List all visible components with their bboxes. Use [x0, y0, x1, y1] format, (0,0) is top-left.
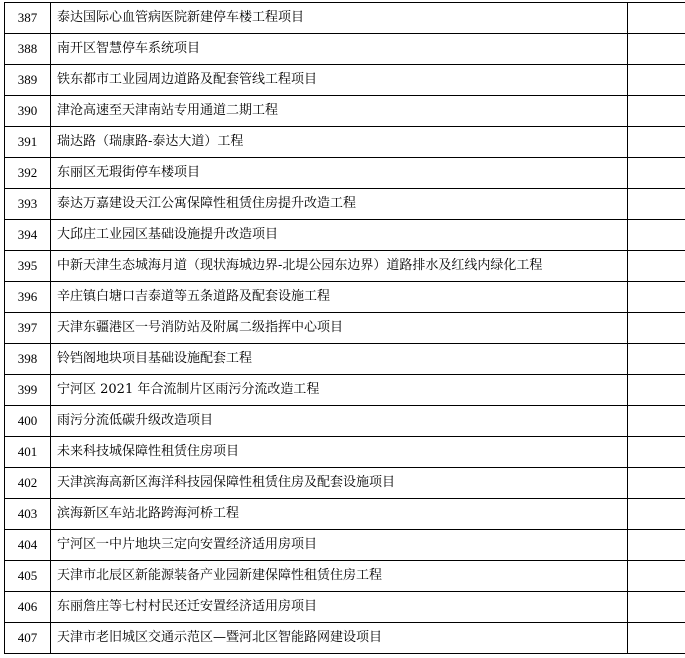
table-row	[5, 282, 685, 313]
project-table	[4, 2, 685, 654]
project-name: 宁河区 2021 年合流制片区雨污分流改造工程	[51, 375, 628, 406]
empty-cell	[628, 468, 685, 499]
project-name: 天津市北辰区新能源装备产业园新建保障性租赁住房工程	[51, 561, 628, 592]
row-number: 391	[5, 127, 51, 158]
empty-cell	[628, 220, 685, 251]
row-number: 392	[5, 158, 51, 189]
project-name: 铁东都市工业园周边道路及配套管线工程项目	[51, 65, 628, 96]
row-number: 401	[5, 437, 51, 468]
table-row	[5, 344, 685, 375]
table-row	[5, 530, 685, 561]
row-number: 406	[5, 592, 51, 623]
row-number: 388	[5, 34, 51, 65]
project-name: 泰达国际心血管病医院新建停车楼工程项目	[51, 3, 628, 34]
table-row	[5, 251, 685, 282]
empty-cell	[628, 375, 685, 406]
empty-cell	[628, 158, 685, 189]
empty-cell	[628, 592, 685, 623]
empty-cell	[628, 34, 685, 65]
project-name: 辛庄镇白塘口吉泰道等五条道路及配套设施工程	[51, 282, 628, 313]
row-number: 403	[5, 499, 51, 530]
empty-cell	[628, 499, 685, 530]
empty-cell	[628, 623, 685, 654]
project-name: 未来科技城保障性租赁住房项目	[51, 437, 628, 468]
row-number: 402	[5, 468, 51, 499]
table-row	[5, 220, 685, 251]
project-name: 大邱庄工业园区基础设施提升改造项目	[51, 220, 628, 251]
project-name: 东丽区无瑕街停车楼项目	[51, 158, 628, 189]
project-name: 东丽詹庄等七村村民还迁安置经济适用房项目	[51, 592, 628, 623]
row-number: 390	[5, 96, 51, 127]
project-name: 天津市老旧城区交通示范区—暨河北区智能路网建设项目	[51, 623, 628, 654]
empty-cell	[628, 530, 685, 561]
table-row	[5, 65, 685, 96]
table-row	[5, 406, 685, 437]
empty-cell	[628, 65, 685, 96]
row-number: 404	[5, 530, 51, 561]
row-number: 396	[5, 282, 51, 313]
table-row	[5, 468, 685, 499]
empty-cell	[628, 437, 685, 468]
project-name: 中新天津生态城海月道（现状海城边界-北堤公园东边界）道路排水及红线内绿化工程	[51, 251, 628, 282]
table-row	[5, 592, 685, 623]
project-name: 瑞达路（瑞康路-泰达大道）工程	[51, 127, 628, 158]
row-number: 389	[5, 65, 51, 96]
row-number: 397	[5, 313, 51, 344]
table-row	[5, 3, 685, 34]
empty-cell	[628, 406, 685, 437]
project-name: 泰达万嘉建设天江公寓保障性租赁住房提升改造工程	[51, 189, 628, 220]
row-number: 399	[5, 375, 51, 406]
table-row	[5, 375, 685, 406]
project-name: 天津东疆港区一号消防站及附属二级指挥中心项目	[51, 313, 628, 344]
empty-cell	[628, 282, 685, 313]
row-number: 387	[5, 3, 51, 34]
project-name: 津沧高速至天津南站专用通道二期工程	[51, 96, 628, 127]
row-number: 393	[5, 189, 51, 220]
project-name: 天津滨海高新区海洋科技园保障性租赁住房及配套设施项目	[51, 468, 628, 499]
empty-cell	[628, 344, 685, 375]
table-row	[5, 96, 685, 127]
table-row	[5, 189, 685, 220]
row-number: 405	[5, 561, 51, 592]
project-name: 铃铛阁地块项目基础设施配套工程	[51, 344, 628, 375]
table-row	[5, 561, 685, 592]
row-number: 398	[5, 344, 51, 375]
row-number: 407	[5, 623, 51, 654]
empty-cell	[628, 3, 685, 34]
row-number: 395	[5, 251, 51, 282]
table-row	[5, 127, 685, 158]
row-number: 394	[5, 220, 51, 251]
table-row	[5, 158, 685, 189]
table-row	[5, 623, 685, 654]
empty-cell	[628, 127, 685, 158]
empty-cell	[628, 96, 685, 127]
empty-cell	[628, 251, 685, 282]
table-row	[5, 499, 685, 530]
project-name: 滨海新区车站北路跨海河桥工程	[51, 499, 628, 530]
table-row	[5, 437, 685, 468]
project-name: 宁河区一中片地块三定向安置经济适用房项目	[51, 530, 628, 561]
project-table-body	[5, 3, 685, 654]
empty-cell	[628, 313, 685, 344]
table-row	[5, 313, 685, 344]
empty-cell	[628, 561, 685, 592]
row-number: 400	[5, 406, 51, 437]
project-name: 南开区智慧停车系统项目	[51, 34, 628, 65]
empty-cell	[628, 189, 685, 220]
table-row	[5, 34, 685, 65]
project-name: 雨污分流低碳升级改造项目	[51, 406, 628, 437]
